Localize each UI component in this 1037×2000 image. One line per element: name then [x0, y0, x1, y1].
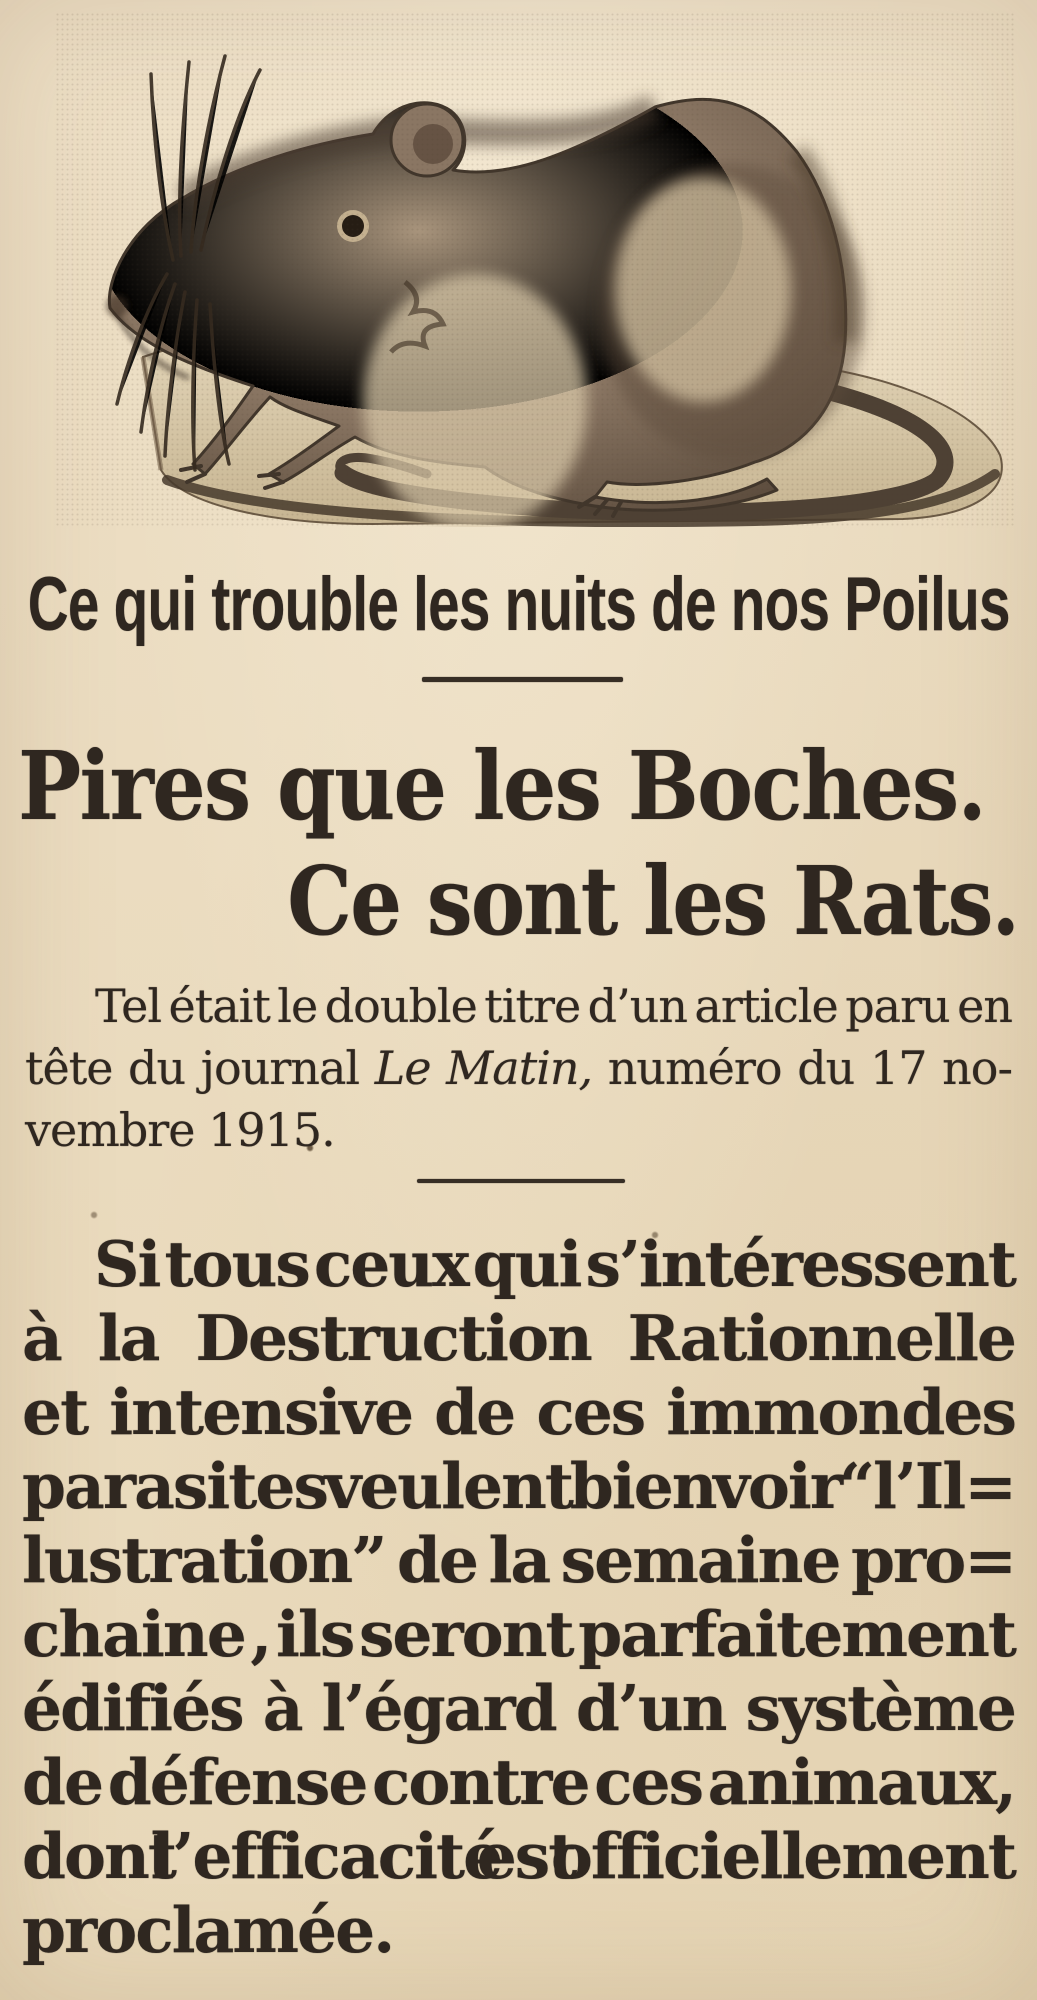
divider-rule-top: [422, 677, 623, 682]
body-line-6: chaine , ils seront parfaitement: [22, 1597, 1015, 1671]
lede-line: [25, 1037, 1012, 1099]
headline-line2-row: [164, 846, 1018, 957]
journal-name-italic: Le Matin,: [374, 1041, 593, 1095]
headline-line2: Ce sont les Rats.: [287, 846, 1018, 957]
lede-line: [25, 975, 1012, 1037]
kicker-row: [0, 560, 1037, 655]
rat-engraving-illustration: [55, 12, 1015, 527]
lede-line-1: Tel était le double titre d’un article paru en: [95, 979, 1012, 1033]
body-line-8: de défense contre ces animaux,: [22, 1745, 1015, 1819]
body-line-4: parasites veulent bien voir “l’Il=: [22, 1449, 1015, 1523]
body-line-10: proclamée.: [22, 1893, 394, 1967]
body-line-1: Si tous ceux qui s’intéressent: [94, 1227, 1015, 1301]
body-paragraph: [22, 1227, 1015, 1967]
lede-line-2-post: numéro du 17 no-: [592, 1041, 1012, 1095]
body-line-3: et intensive de ces immondes: [22, 1375, 1015, 1449]
body-line-5: lustration” de la semaine pro=: [22, 1523, 1015, 1597]
headline-line1-row: [18, 731, 1037, 842]
lede-line-3: vembre 1915.: [25, 1103, 335, 1157]
kicker-headline: Ce qui trouble les nuits de nos Poilus: [27, 562, 1010, 647]
lede-line-2: [25, 1037, 1012, 1099]
headline-line1: Pires que les Boches.: [18, 731, 985, 842]
body-line-7: édifiés à l’égard d’un système: [22, 1671, 1015, 1745]
lede-line: [25, 1099, 1012, 1161]
body-line-2: à la Destruction Rationnelle: [22, 1301, 1015, 1375]
divider-rule-middle: [417, 1179, 625, 1183]
lede-paragraph: [25, 975, 1012, 1161]
halftone-texture: [55, 12, 1015, 527]
lede-line-2-pre: tête du journal: [25, 1041, 375, 1095]
body-line-9: dont l’efficacité est officiellement: [22, 1819, 1015, 1893]
